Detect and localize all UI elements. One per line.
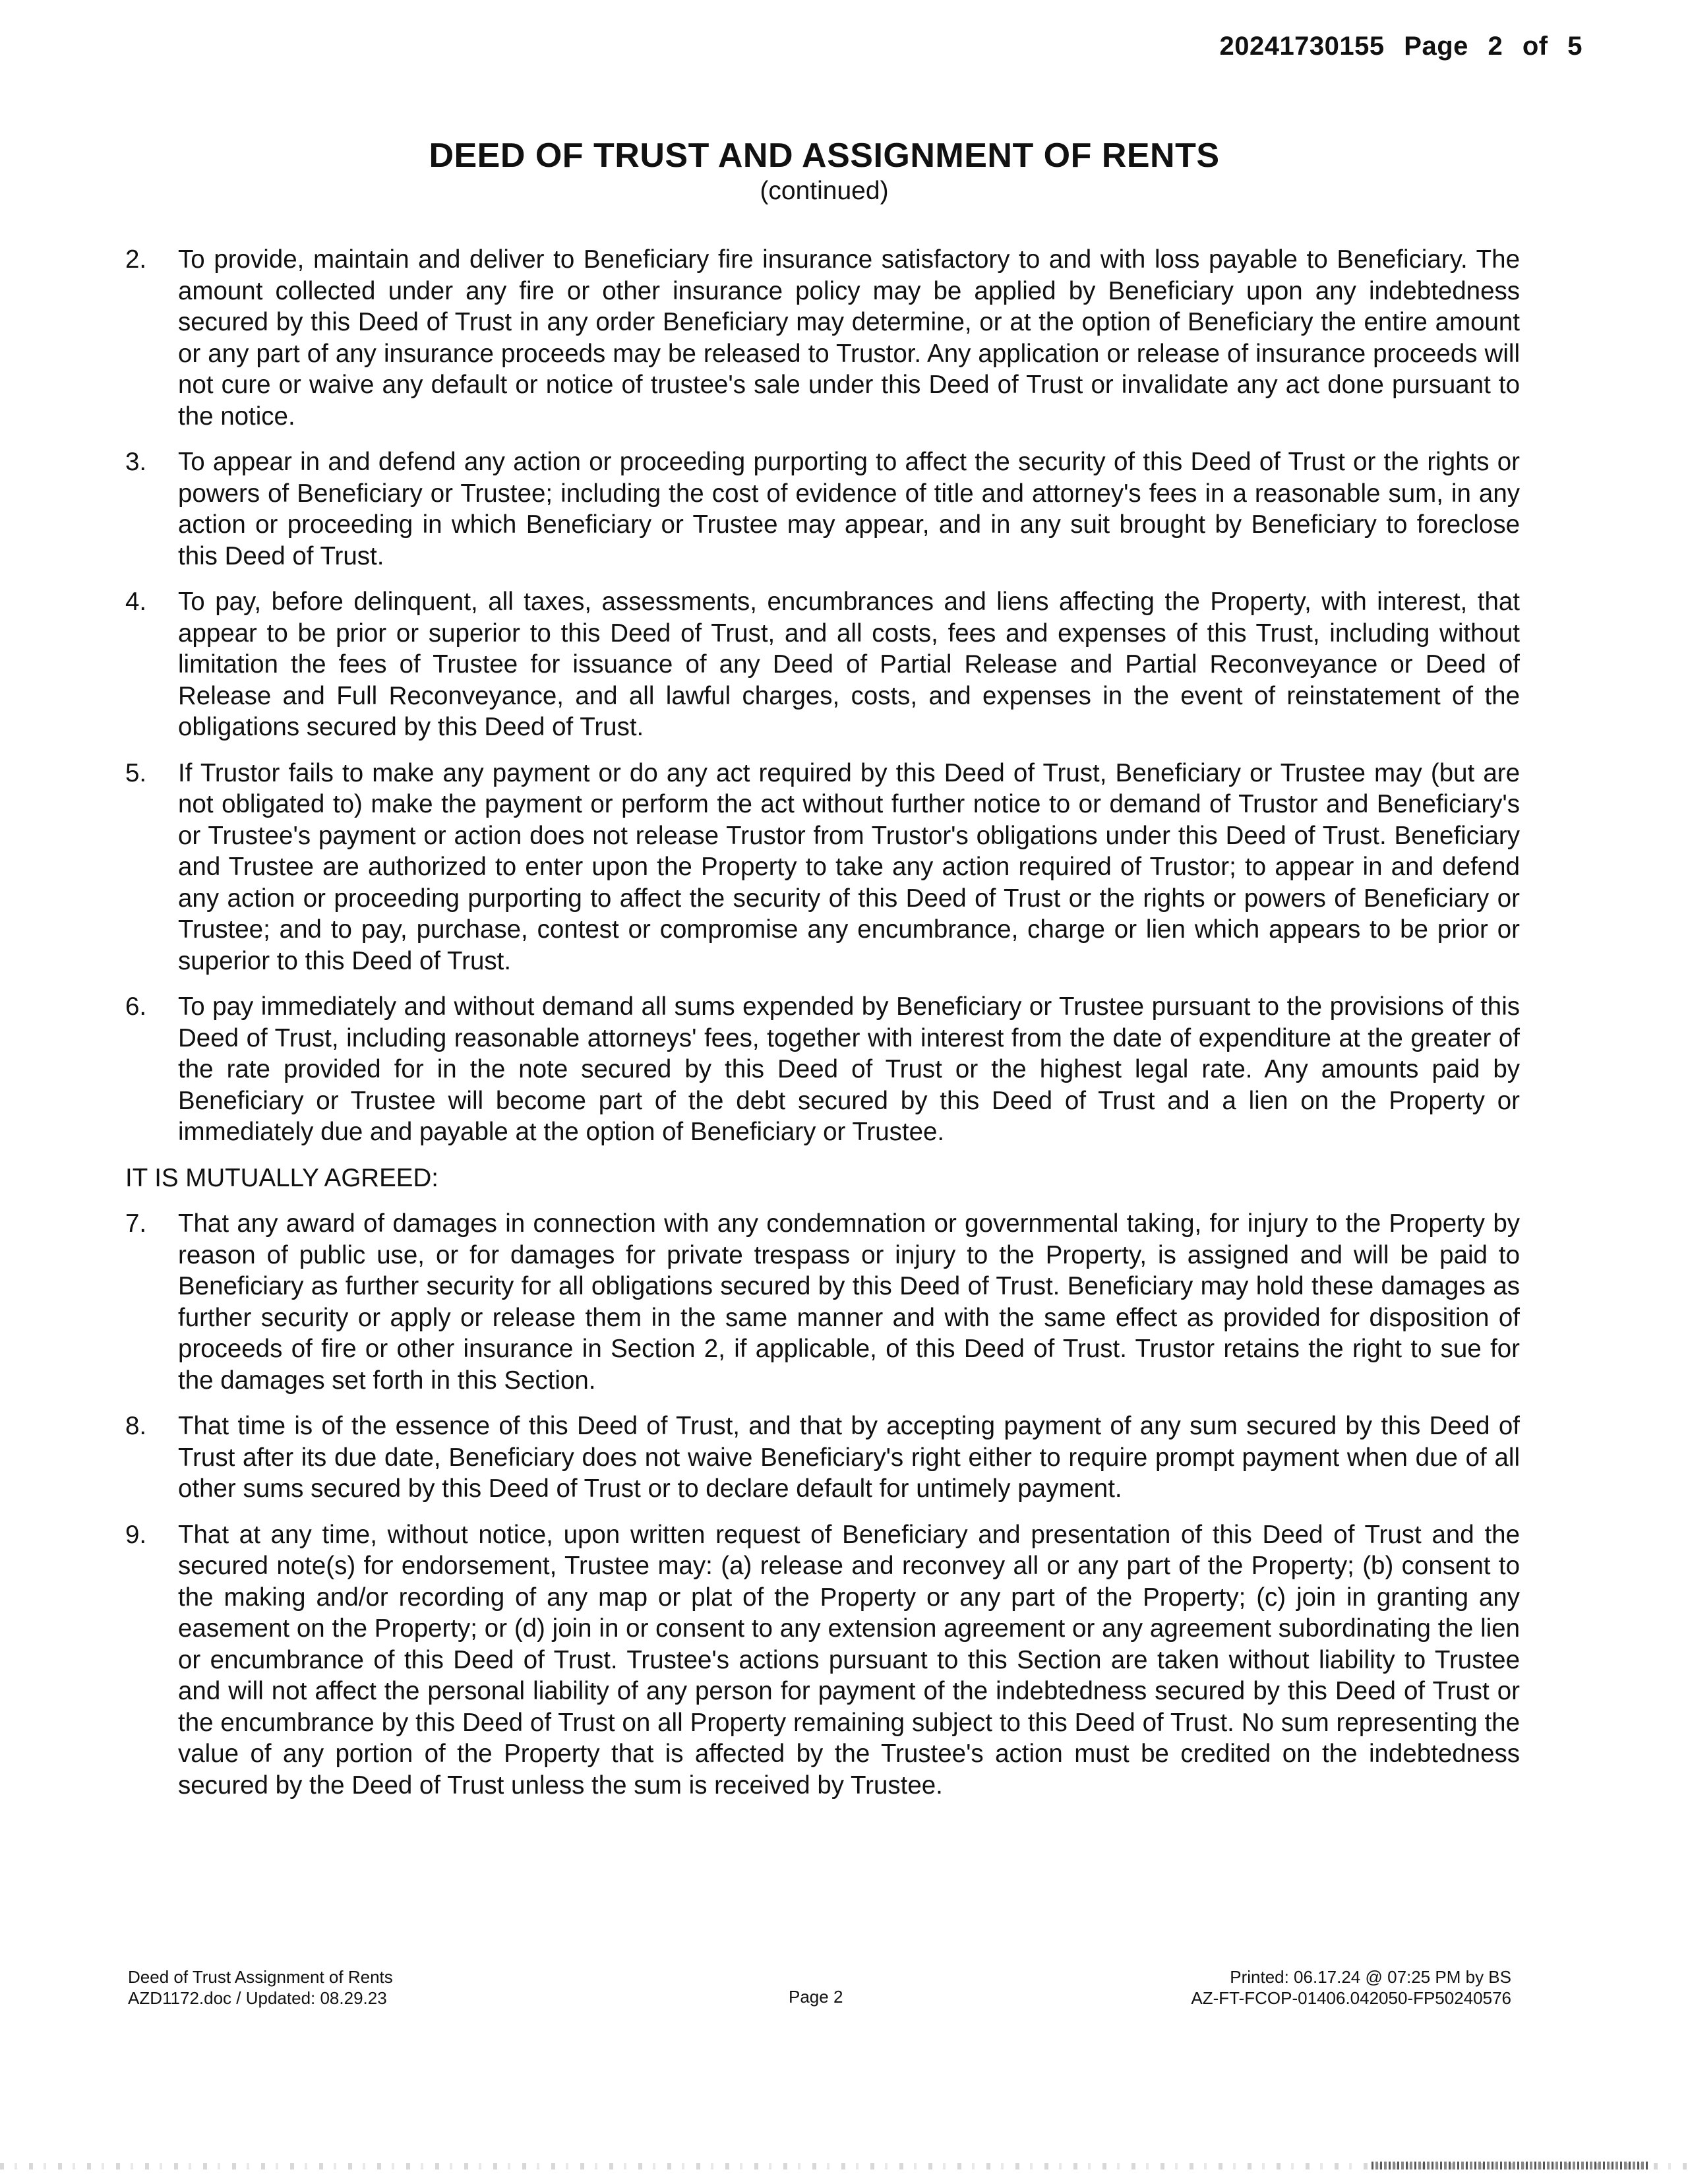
clause-4 (125, 586, 1520, 743)
clause-2 (125, 244, 1520, 432)
footer-printed: Printed: 06.17.24 @ 07:25 PM by BS (1230, 1967, 1511, 1987)
footer-page-number: Page 2 (789, 1987, 843, 2007)
clause-number: 4. (125, 588, 147, 616)
clause-text: That any award of damages in connection with any condemnation or governmental taking, for injury to the Property by reason of public use, or for damages for private trespass or injury to the Property, is assigned and will be paid to Beneficiary as further security for all obligations secured by this Deed of Trust. Beneficiary may hold these damages as further security or apply or release them in the same manner and with the same effect as provided for disposition of proceeds of fire or other insurance in Section 2, if applicable, of this Deed of Trust. Trustor retains the right to sue for the damages set forth in this Section. (178, 1209, 1520, 1395)
recording-number: 20241730155 (1219, 32, 1385, 61)
clause-number: 2. (125, 245, 147, 274)
clause-9 (125, 1519, 1520, 1802)
clause-7 (125, 1208, 1520, 1396)
clause-text: If Trustor fails to make any payment or do any act required by this Deed of Trust, Beneficiary or Trustee may (but are not obligated to) make the payment or perform the act without further notice to or demand of Trustor and Beneficiary's or Trustee's payment or action does not release Trustor from Trustor's obligations under this Deed of Trust. Beneficiary and Trustee are authorized to enter upon the Property to take any action required of Trustor; to appear in and defend any action or proceeding purporting to affect the security of this Deed of Trust or the rights or powers of Beneficiary or Trustee; and to pay, purchase, contest or compromise any encumbrance, charge or lien which appears to be prior or superior to this Deed of Trust. (178, 758, 1520, 975)
footer-form-file: AZD1172.doc / Updated: 08.29.23 (128, 1988, 387, 2008)
clause-text: To appear in and defend any action or proceeding purporting to affect the security of this Deed of Trust or the rights or powers of Beneficiary or Trustee; including the cost of evidence of title and attorney's fees in a reasonable sum, in any action or proceeding in which Beneficiary or Trustee may appear, and in any suit brought by Beneficiary to foreclose this Deed of Trust. (178, 448, 1520, 570)
document-title: DEED OF TRUST AND ASSIGNMENT OF RENTS (429, 136, 1220, 175)
footer-form-name: Deed of Trust Assignment of Rents (128, 1967, 393, 1987)
clause-text: To pay immediately and without demand all sums expended by Beneficiary or Trustee pursuant to the provisions of this Deed of Trust, including reasonable attorneys' fees, together with interest from the date of expenditure at the greater of the rate provided for in the note secured by this Deed of Trust or the highest legal rate. Any amounts paid by Beneficiary or Trustee will become part of the debt secured by this Deed of Trust and a lien on the Property or immediately due and payable at the option of Beneficiary or Trustee. (178, 992, 1520, 1146)
clause-text: That time is of the essence of this Deed of Trust, and that by accepting payment of any sum secured by this Deed of Trust after its due date, Beneficiary does not waive Beneficiary's right either to require prompt payment when due of all other sums secured by this Deed of Trust or to declare default for untimely payment. (178, 1412, 1520, 1503)
clause-number: 7. (125, 1209, 147, 1238)
clause-5 (125, 758, 1520, 977)
clause-number: 3. (125, 448, 147, 476)
clause-text: To provide, maintain and deliver to Beneficiary fire insurance satisfactory to and with loss payable to Beneficiary. The amount collected under any fire or other insurance policy may be applied by Beneficiary upon any indebtedness secured by this Deed of Trust in any order Beneficiary may determine, or at the option of Beneficiary the entire amount or any part of any insurance proceeds may be released to Trustor. Any application or release of insurance proceeds will not cure or waive any default or notice of trustee's sale under this Deed of Trust or invalidate any act done pursuant to the notice. (178, 245, 1520, 431)
clause-text: That at any time, without notice, upon written request of Beneficiary and presentation of this Deed of Trust and the secured note(s) for endorsement, Trustee may: (a) release and reconvey all or any part of the Property; (b) consent to the making and/or recording of any map or plat of the Property or any part of the Property; (c) join in granting any easement on the Property; or (d) join in or consent to any extension agreement or any agreement subordinating the lien or encumbrance of this Deed of Trust. Trustee's actions pursuant to this Section are taken without liability to Trustee and will not affect the personal liability of any person for payment of the indebtedness secured by this Deed of Trust or the encumbrance by this Deed of Trust on all Property remaining subject to this Deed of Trust. No sum representing the value of any portion of the Property that is affected by the Trustee's action must be credited on the indebtedness secured by the Deed of Trust unless the sum is received by Trustee. (178, 1520, 1520, 1800)
document-subtitle: (continued) (760, 177, 889, 205)
clause-number: 6. (125, 992, 147, 1021)
document-body (125, 244, 1520, 1815)
clause-text: To pay, before delinquent, all taxes, assessments, encumbrances and liens affecting the Property, with interest, that appear to be prior or superior to this Deed of Trust, and all costs, fees and expenses of this Trust, including without limitation the fees of Trustee for issuance of any Deed of Partial Release and Partial Reconveyance or Deed of Release and Full Reconveyance, and all lawful charges, costs, and expenses in the event of reinstatement of the obligations secured by this Deed of Trust. (178, 588, 1520, 741)
clause-3 (125, 446, 1520, 572)
clause-number: 9. (125, 1520, 147, 1549)
mutually-agreed-heading: IT IS MUTUALLY AGREED: (125, 1163, 438, 1192)
footer-form-info (128, 1966, 393, 2009)
scan-artifact-marks (1372, 2162, 1648, 2169)
footer-file-code: AZ-FT-FCOP-01406.042050-FP50240576 (1191, 1988, 1511, 2008)
clause-6 (125, 991, 1520, 1148)
document-header (1219, 32, 1582, 61)
page-indicator: Page 2 of 5 (1404, 32, 1582, 61)
clause-number: 8. (125, 1412, 147, 1440)
clause-8 (125, 1410, 1520, 1505)
footer-print-info (1191, 1966, 1511, 2009)
clause-number: 5. (125, 758, 147, 787)
